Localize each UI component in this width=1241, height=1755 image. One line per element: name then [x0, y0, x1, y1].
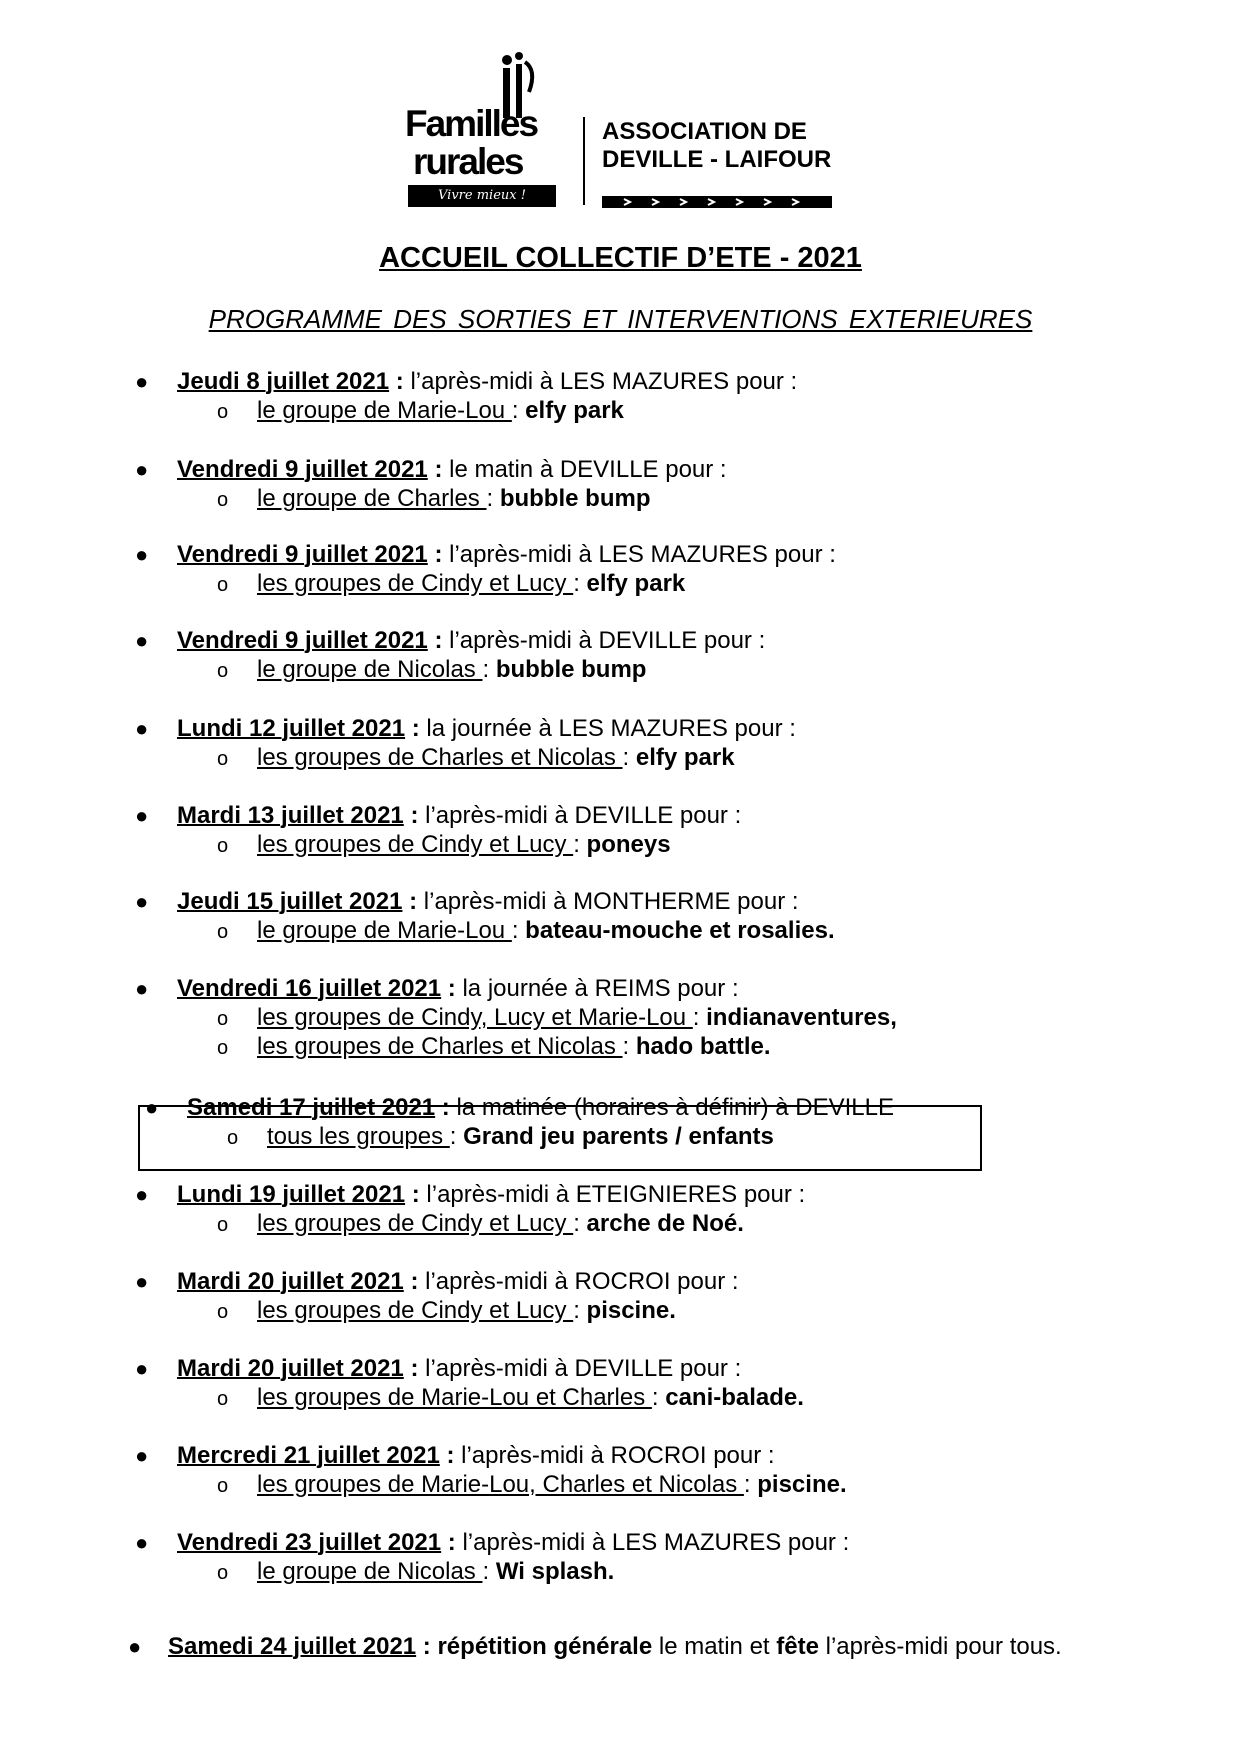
entry-detail: la matinée (horaires à définir) à DEVILLE — [456, 1094, 895, 1121]
group-name: le groupe de Nicolas — [257, 1558, 483, 1585]
bullet-icon: ● — [135, 716, 149, 741]
brand-line-1: Familles — [405, 103, 538, 144]
entry-sub-line — [135, 484, 1135, 513]
program-entry — [135, 1180, 1135, 1238]
sub-item: o les groupes de Charles et Nicolas : hado battle. — [217, 1032, 771, 1063]
activity: poneys — [586, 831, 671, 858]
entry-line — [135, 367, 1135, 396]
program-entry — [135, 1267, 1135, 1325]
bullet-icon: ● — [135, 369, 149, 394]
brand-logo — [405, 105, 575, 215]
group-name: les groupes de Cindy et Lucy — [257, 570, 574, 597]
circle-bullet-icon: o — [217, 1008, 229, 1030]
brand-line-2: rurales — [413, 141, 523, 182]
group-name: les groupes de Cindy et Lucy — [257, 1297, 574, 1324]
entry-sub-line — [135, 830, 1135, 859]
bullet-icon: ● — [135, 976, 149, 1001]
circle-bullet-icon: o — [217, 1037, 229, 1059]
entry-detail: l’après-midi à MONTHERME pour : — [423, 888, 799, 915]
final-date: Samedi 24 juillet 2021 : répétition générale le matin et fête l’après-midi pour tous. — [168, 1633, 1062, 1660]
bullet-icon: ● — [145, 1095, 159, 1120]
entry-sub-line — [135, 1557, 1135, 1586]
entry-line — [135, 455, 1135, 484]
bullet-icon: ● — [135, 1530, 149, 1555]
circle-bullet-icon: o — [217, 574, 229, 596]
sub-item: o les groupes de Cindy et Lucy : arche de Noé. — [217, 1209, 744, 1240]
entry-detail: l’après-midi à DEVILLE pour : — [425, 802, 742, 829]
program-entry — [135, 455, 1135, 513]
entry-sub-line — [135, 1209, 1135, 1238]
circle-bullet-icon: o — [217, 1301, 229, 1323]
entry-date: Vendredi 16 juillet 2021 : la journée à REIMS pour : — [177, 975, 739, 1002]
group-name: tous les groupes — [267, 1123, 450, 1150]
program-entry — [135, 801, 1135, 859]
page-subtitle: PROGRAMME DES SORTIES ET INTERVENTIONS EXTERIEURES — [208, 304, 1033, 334]
entry-date: Vendredi 9 juillet 2021 : l’après-midi à DEVILLE pour : — [177, 627, 766, 654]
circle-bullet-icon: o — [217, 1214, 229, 1236]
entry-line — [135, 1180, 1135, 1209]
entry-line — [135, 626, 1135, 655]
entry-date: Mardi 13 juillet 2021 : l’après-midi à DEVILLE pour : — [177, 802, 742, 829]
entry-sub-line — [135, 1003, 1135, 1032]
entry-sub-line — [135, 916, 1135, 945]
entry-sub-line — [135, 1383, 1135, 1412]
entry-date: Jeudi 15 juillet 2021 : l’après-midi à MONTHERME pour : — [177, 888, 799, 915]
entry-sub-line — [145, 1122, 1145, 1151]
activity: bubble bump — [499, 485, 651, 512]
activity: Grand jeu parents / enfants — [463, 1123, 774, 1150]
slogan: Vivre mieux ! — [408, 185, 556, 207]
bullet-icon: ● — [135, 628, 149, 653]
program-entry — [135, 974, 1135, 1061]
entry-date: Jeudi 8 juillet 2021 : l’après-midi à LES MAZURES pour : — [177, 368, 798, 395]
entry-line — [135, 1354, 1135, 1383]
group-name: les groupes de Marie-Lou, Charles et Nicolas — [257, 1471, 744, 1498]
logo-divider — [583, 117, 585, 205]
activity: elfy park — [586, 570, 686, 597]
program-entry — [135, 1354, 1135, 1412]
circle-bullet-icon: o — [217, 1562, 229, 1584]
entry-sub-line — [135, 569, 1135, 598]
program-entry — [135, 1528, 1135, 1586]
sub-item: o les groupes de Marie-Lou et Charles : cani-balade. — [217, 1383, 804, 1414]
sub-item: o le groupe de Nicolas : Wi splash. — [217, 1557, 614, 1588]
entry-date: Vendredi 9 juillet 2021 : l’après-midi à LES MAZURES pour : — [177, 541, 836, 568]
sub-item: o les groupes de Cindy et Lucy : elfy park — [217, 569, 685, 600]
final-line — [128, 1632, 1128, 1661]
page-title: ACCUEIL COLLECTIF D’ETE - 2021 — [379, 242, 862, 274]
entry-detail: l’après-midi à LES MAZURES pour : — [462, 1529, 850, 1556]
circle-bullet-icon: o — [217, 921, 229, 943]
activity: bateau-mouche et rosalies. — [525, 917, 835, 944]
bullet-icon: ● — [135, 1182, 149, 1207]
activity: piscine. — [586, 1297, 676, 1324]
entry-detail: le matin à DEVILLE pour : — [449, 456, 727, 483]
program-entry — [135, 626, 1135, 684]
entry-date: Vendredi 9 juillet 2021 : le matin à DEVILLE pour : — [177, 456, 727, 483]
entry-line — [135, 887, 1135, 916]
sub-item: o le groupe de Marie-Lou : bateau-mouche et rosalies. — [217, 916, 835, 947]
circle-bullet-icon: o — [217, 835, 229, 857]
final-entry — [128, 1632, 1128, 1661]
bullet-icon: ● — [135, 889, 149, 914]
program-entry — [145, 1093, 1145, 1151]
entry-date: Mardi 20 juillet 2021 : l’après-midi à ROCROI pour : — [177, 1268, 739, 1295]
program-entry — [135, 714, 1135, 772]
group-name: les groupes de Charles et Nicolas — [257, 1033, 623, 1060]
circle-bullet-icon: o — [217, 1388, 229, 1410]
program-entry — [135, 540, 1135, 598]
bullet-icon: ● — [135, 803, 149, 828]
sub-item: o les groupes de Cindy et Lucy : poneys — [217, 830, 671, 861]
activity: Wi splash. — [495, 1558, 615, 1585]
sub-item: o le groupe de Nicolas : bubble bump — [217, 655, 646, 686]
circle-bullet-icon: o — [217, 748, 229, 770]
entry-sub-line — [135, 396, 1135, 425]
activity: hado battle. — [635, 1033, 771, 1060]
entry-line — [135, 974, 1135, 1003]
activity: arche de Noé. — [586, 1210, 744, 1237]
entry-sub-line — [135, 743, 1135, 772]
bullet-icon: ● — [135, 1356, 149, 1381]
entry-date: Lundi 12 juillet 2021 : la journée à LES MAZURES pour : — [177, 715, 796, 742]
circle-bullet-icon: o — [217, 1475, 229, 1497]
circle-bullet-icon: o — [217, 489, 229, 511]
entry-detail: l’après-midi à ROCROI pour : — [461, 1442, 775, 1469]
entry-date: Vendredi 23 juillet 2021 : l’après-midi à LES MAZURES pour : — [177, 1529, 850, 1556]
entry-line — [135, 714, 1135, 743]
sub-item: o le groupe de Marie-Lou : elfy park — [217, 396, 624, 427]
sub-item: o le groupe de Charles : bubble bump — [217, 484, 650, 515]
header-logo — [0, 0, 1241, 230]
entry-sub-line — [135, 655, 1135, 684]
entry-date: Mardi 20 juillet 2021 : l’après-midi à DEVILLE pour : — [177, 1355, 742, 1382]
group-name: les groupes de Cindy et Lucy — [257, 1210, 574, 1237]
entry-detail: l’après-midi à DEVILLE pour : — [425, 1355, 742, 1382]
activity: elfy park — [525, 397, 624, 424]
entry-line — [135, 1528, 1135, 1557]
entry-sub-line — [135, 1470, 1135, 1499]
entry-line — [135, 801, 1135, 830]
sub-item: o les groupes de Cindy, Lucy et Marie-Lou : indianaventures, — [217, 1003, 897, 1034]
group-name: les groupes de Marie-Lou et Charles — [257, 1384, 652, 1411]
circle-bullet-icon: o — [227, 1127, 239, 1149]
activity: elfy park — [635, 744, 735, 771]
program-entry — [135, 1441, 1135, 1499]
association-line-2: DEVILLE - LAIFOUR — [602, 146, 832, 173]
entry-detail: l’après-midi à LES MAZURES pour : — [410, 368, 798, 395]
sub-item: o les groupes de Marie-Lou, Charles et Nicolas : piscine. — [217, 1470, 847, 1501]
sub-item: o les groupes de Cindy et Lucy : piscine. — [217, 1296, 676, 1327]
entry-date: Lundi 19 juillet 2021 : l’après-midi à ETEIGNIERES pour : — [177, 1181, 806, 1208]
entry-sub-line — [135, 1032, 1135, 1061]
entry-detail: l’après-midi à ETEIGNIERES pour : — [426, 1181, 806, 1208]
entry-line — [135, 540, 1135, 569]
entry-date: Mercredi 21 juillet 2021 : l’après-midi à ROCROI pour : — [177, 1442, 775, 1469]
entry-detail: la journée à REIMS pour : — [462, 975, 739, 1002]
entry-line — [135, 1267, 1135, 1296]
association-line-1: ASSOCIATION DE — [602, 118, 807, 145]
entry-detail: l’après-midi à DEVILLE pour : — [449, 627, 766, 654]
entry-detail: la journée à LES MAZURES pour : — [426, 715, 796, 742]
circle-bullet-icon: o — [217, 401, 229, 423]
arrow-band-icon — [602, 196, 832, 208]
entry-line — [135, 1441, 1135, 1470]
group-name: les groupes de Cindy, Lucy et Marie-Lou — [257, 1004, 693, 1031]
group-name: le groupe de Marie-Lou — [257, 917, 512, 944]
program-entry — [135, 887, 1135, 945]
group-name: les groupes de Charles et Nicolas — [257, 744, 623, 771]
bullet-icon: ● — [135, 542, 149, 567]
group-name: le groupe de Charles — [257, 485, 487, 512]
association-name — [602, 118, 831, 174]
circle-bullet-icon: o — [217, 660, 229, 682]
program-entry — [135, 367, 1135, 425]
entry-sub-line — [135, 1296, 1135, 1325]
activity: bubble bump — [495, 656, 647, 683]
activity: cani-balade. — [665, 1384, 804, 1411]
sub-item: o tous les groupes : Grand jeu parents / enfants — [227, 1122, 774, 1153]
group-name: le groupe de Nicolas — [257, 656, 483, 683]
activity: piscine. — [757, 1471, 847, 1498]
entry-detail: l’après-midi à LES MAZURES pour : — [449, 541, 836, 568]
activity: indianaventures, — [706, 1004, 897, 1031]
entry-detail: l’après-midi à ROCROI pour : — [425, 1268, 739, 1295]
sub-item: o les groupes de Charles et Nicolas : elfy park — [217, 743, 735, 774]
bullet-icon: ● — [128, 1634, 142, 1659]
group-name: le groupe de Marie-Lou — [257, 397, 512, 424]
bullet-icon: ● — [135, 1269, 149, 1294]
bullet-icon: ● — [135, 457, 149, 482]
entry-line — [145, 1093, 1145, 1122]
group-name: les groupes de Cindy et Lucy — [257, 831, 574, 858]
bullet-icon: ● — [135, 1443, 149, 1468]
entry-date: Samedi 17 juillet 2021 : la matinée (horaires à définir) à DEVILLE — [187, 1094, 895, 1121]
